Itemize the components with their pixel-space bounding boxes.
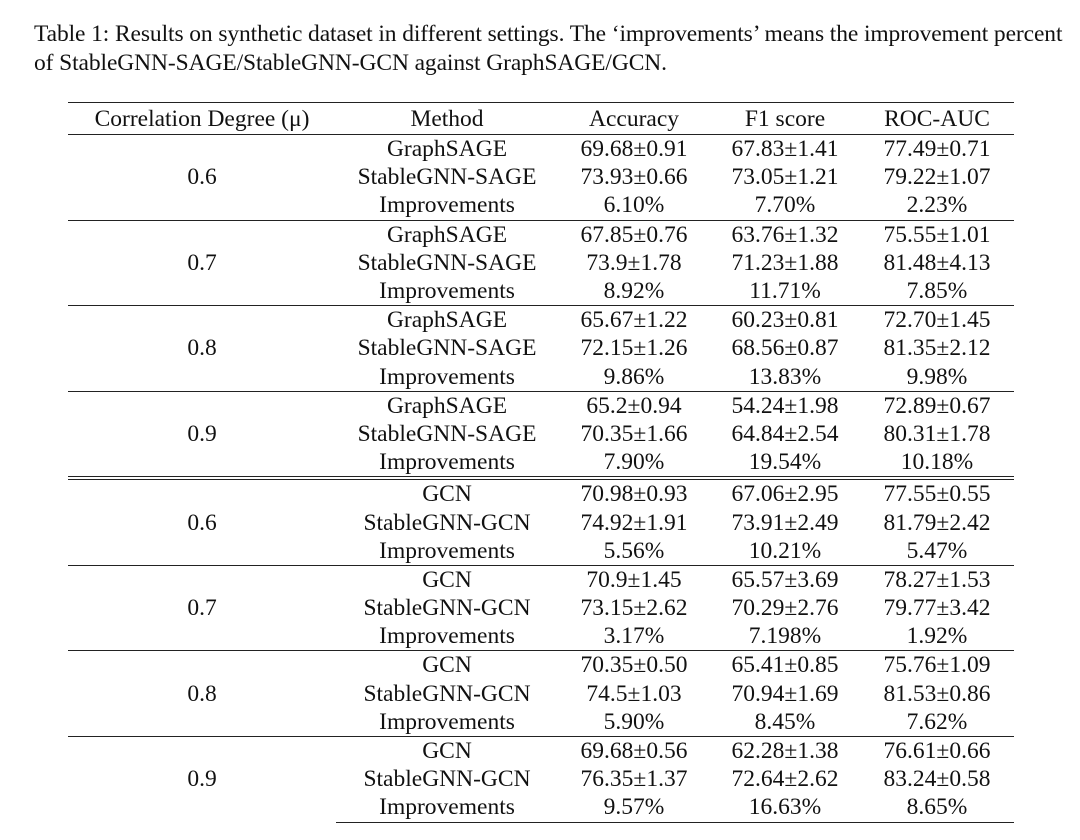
accuracy-cell: 72.15±1.26 bbox=[580, 335, 688, 362]
f1-score-cell: 71.23±1.88 bbox=[731, 249, 839, 276]
accuracy-cell: 73.9±1.78 bbox=[586, 249, 682, 276]
roc-auc-cell: 80.31±1.78 bbox=[883, 420, 991, 447]
roc-auc-cell: 7.62% bbox=[906, 708, 968, 735]
method-cell: Improvements bbox=[379, 278, 515, 305]
method-cell: StableGNN-SAGE bbox=[357, 249, 537, 276]
f1-score-cell: 8.45% bbox=[754, 708, 816, 735]
accuracy-cell: 69.68±0.56 bbox=[558, 736, 710, 765]
accuracy-cell: 7.90% bbox=[603, 449, 665, 476]
f1-score-cell: 16.63% bbox=[710, 793, 860, 822]
table-row bbox=[68, 565, 1014, 594]
method-cell: Improvements bbox=[379, 708, 515, 735]
roc-auc-cell: 75.76±1.09 bbox=[860, 651, 1014, 680]
accuracy-cell: 70.35±1.66 bbox=[580, 420, 688, 447]
f1-score-cell: 72.64±2.62 bbox=[731, 766, 839, 793]
roc-auc-cell: 7.85% bbox=[906, 278, 968, 305]
roc-auc-cell: 75.55±1.01 bbox=[860, 220, 1014, 249]
f1-score-cell: 60.23±0.81 bbox=[710, 306, 860, 335]
accuracy-cell: 69.68±0.91 bbox=[558, 135, 710, 164]
roc-auc-cell: 81.79±2.42 bbox=[883, 509, 991, 536]
correlation-degree-cell: 0.6 bbox=[68, 478, 336, 565]
method-cell: StableGNN-SAGE bbox=[357, 335, 537, 362]
accuracy-cell: 74.92±1.91 bbox=[580, 509, 688, 536]
roc-auc-cell: 77.49±0.71 bbox=[860, 135, 1014, 164]
f1-score-cell: 67.83±1.41 bbox=[710, 135, 860, 164]
method-cell: Improvements bbox=[379, 623, 515, 650]
table-row bbox=[68, 220, 1014, 249]
method-cell: Improvements bbox=[379, 449, 515, 476]
f1-score-cell: 62.28±1.38 bbox=[710, 736, 860, 765]
table-row bbox=[68, 306, 1014, 335]
f1-score-cell: 13.83% bbox=[748, 363, 822, 390]
accuracy-cell: 65.67±1.22 bbox=[558, 306, 710, 335]
f1-score-cell: 67.06±2.95 bbox=[710, 478, 860, 508]
f1-score-cell: 19.54% bbox=[748, 449, 822, 476]
results-table bbox=[68, 102, 1014, 823]
accuracy-cell: 73.93±0.66 bbox=[580, 164, 688, 191]
roc-auc-cell: 77.55±0.55 bbox=[860, 478, 1014, 508]
accuracy-cell: 70.35±0.50 bbox=[558, 651, 710, 680]
correlation-degree-cell: 0.8 bbox=[68, 651, 336, 737]
method-cell: Improvements bbox=[379, 537, 515, 564]
method-cell: GraphSAGE bbox=[336, 306, 558, 335]
method-cell: StableGNN-GCN bbox=[363, 766, 531, 793]
roc-auc-cell: 81.53±0.86 bbox=[883, 680, 991, 707]
roc-auc-cell: 72.70±1.45 bbox=[860, 306, 1014, 335]
f1-score-cell: 73.91±2.49 bbox=[731, 509, 839, 536]
roc-auc-cell: 9.98% bbox=[906, 363, 968, 390]
table-row bbox=[68, 651, 1014, 680]
f1-score-cell: 70.29±2.76 bbox=[731, 595, 839, 622]
f1-score-cell: 7.198% bbox=[748, 623, 822, 650]
accuracy-cell: 5.90% bbox=[603, 708, 665, 735]
roc-auc-cell: 1.92% bbox=[906, 623, 968, 650]
accuracy-cell: 3.17% bbox=[603, 623, 665, 650]
accuracy-cell: 73.15±2.62 bbox=[580, 595, 688, 622]
table-body bbox=[68, 135, 1014, 823]
accuracy-cell: 8.92% bbox=[603, 278, 665, 305]
method-cell: GCN bbox=[336, 736, 558, 765]
accuracy-cell: 65.2±0.94 bbox=[558, 391, 710, 420]
table-row bbox=[68, 736, 1014, 765]
accuracy-cell: 70.9±1.45 bbox=[558, 565, 710, 594]
method-cell: StableGNN-SAGE bbox=[357, 164, 537, 191]
roc-auc-cell: 78.27±1.53 bbox=[860, 565, 1014, 594]
method-cell: GCN bbox=[336, 478, 558, 508]
correlation-degree-cell: 0.8 bbox=[68, 306, 336, 392]
f1-score-cell: 7.70% bbox=[754, 192, 816, 219]
table-row bbox=[68, 391, 1014, 420]
table-caption: Table 1: Results on synthetic dataset in different settings. The ‘improvements’ means the improvement percent of StableGNN-SAGE/StableGNN-GCN against GraphSAGE/GCN. bbox=[34, 21, 1063, 76]
f1-score-cell: 68.56±0.87 bbox=[731, 335, 839, 362]
roc-auc-cell: 81.35±2.12 bbox=[883, 335, 991, 362]
correlation-degree-cell: 0.7 bbox=[68, 565, 336, 651]
accuracy-cell: 6.10% bbox=[603, 192, 665, 219]
method-cell: StableGNN-GCN bbox=[363, 680, 531, 707]
accuracy-cell: 5.56% bbox=[603, 537, 665, 564]
header-roc-auc: ROC-AUC bbox=[884, 105, 990, 132]
roc-auc-cell: 83.24±0.58 bbox=[883, 766, 991, 793]
correlation-degree-cell: 0.7 bbox=[68, 220, 336, 306]
roc-auc-cell: 76.61±0.66 bbox=[860, 736, 1014, 765]
f1-score-cell: 65.57±3.69 bbox=[710, 565, 860, 594]
method-cell: Improvements bbox=[379, 192, 515, 219]
header-method: Method bbox=[410, 105, 484, 132]
accuracy-cell: 74.5±1.03 bbox=[586, 680, 682, 707]
method-cell: Improvements bbox=[379, 363, 515, 390]
roc-auc-cell: 79.22±1.07 bbox=[883, 164, 991, 191]
accuracy-cell: 9.86% bbox=[603, 363, 665, 390]
header-correlation-degree: Correlation Degree (μ) bbox=[94, 105, 310, 132]
f1-score-cell: 63.76±1.32 bbox=[710, 220, 860, 249]
accuracy-cell: 76.35±1.37 bbox=[580, 766, 688, 793]
roc-auc-cell: 8.65% bbox=[860, 793, 1014, 822]
f1-score-cell: 64.84±2.54 bbox=[731, 420, 839, 447]
header-f1-score: F1 score bbox=[744, 105, 826, 132]
roc-auc-cell: 10.18% bbox=[900, 449, 974, 476]
f1-score-cell: 70.94±1.69 bbox=[731, 680, 839, 707]
method-cell: StableGNN-GCN bbox=[363, 509, 531, 536]
table-row bbox=[68, 478, 1014, 508]
roc-auc-cell: 79.77±3.42 bbox=[883, 595, 991, 622]
method-cell: GCN bbox=[336, 651, 558, 680]
header-row bbox=[68, 103, 1014, 135]
roc-auc-cell: 81.48±4.13 bbox=[883, 249, 991, 276]
f1-score-cell: 10.21% bbox=[748, 537, 822, 564]
roc-auc-cell: 5.47% bbox=[906, 537, 968, 564]
correlation-degree-cell: 0.9 bbox=[68, 391, 336, 478]
f1-score-cell: 65.41±0.85 bbox=[710, 651, 860, 680]
f1-score-cell: 11.71% bbox=[749, 278, 821, 305]
correlation-degree-cell: 0.9 bbox=[68, 736, 336, 822]
f1-score-cell: 54.24±1.98 bbox=[710, 391, 860, 420]
accuracy-cell: 70.98±0.93 bbox=[558, 478, 710, 508]
method-cell: GCN bbox=[336, 565, 558, 594]
accuracy-cell: 9.57% bbox=[558, 793, 710, 822]
correlation-degree-cell: 0.6 bbox=[68, 135, 336, 221]
accuracy-cell: 67.85±0.76 bbox=[558, 220, 710, 249]
header-accuracy: Accuracy bbox=[588, 105, 680, 132]
f1-score-cell: 73.05±1.21 bbox=[731, 164, 839, 191]
method-cell: Improvements bbox=[336, 793, 558, 822]
table-row bbox=[68, 135, 1014, 164]
method-cell: GraphSAGE bbox=[336, 220, 558, 249]
method-cell: GraphSAGE bbox=[336, 135, 558, 164]
method-cell: StableGNN-SAGE bbox=[357, 420, 537, 447]
roc-auc-cell: 2.23% bbox=[906, 192, 968, 219]
roc-auc-cell: 72.89±0.67 bbox=[860, 391, 1014, 420]
method-cell: StableGNN-GCN bbox=[363, 595, 531, 622]
method-cell: GraphSAGE bbox=[336, 391, 558, 420]
